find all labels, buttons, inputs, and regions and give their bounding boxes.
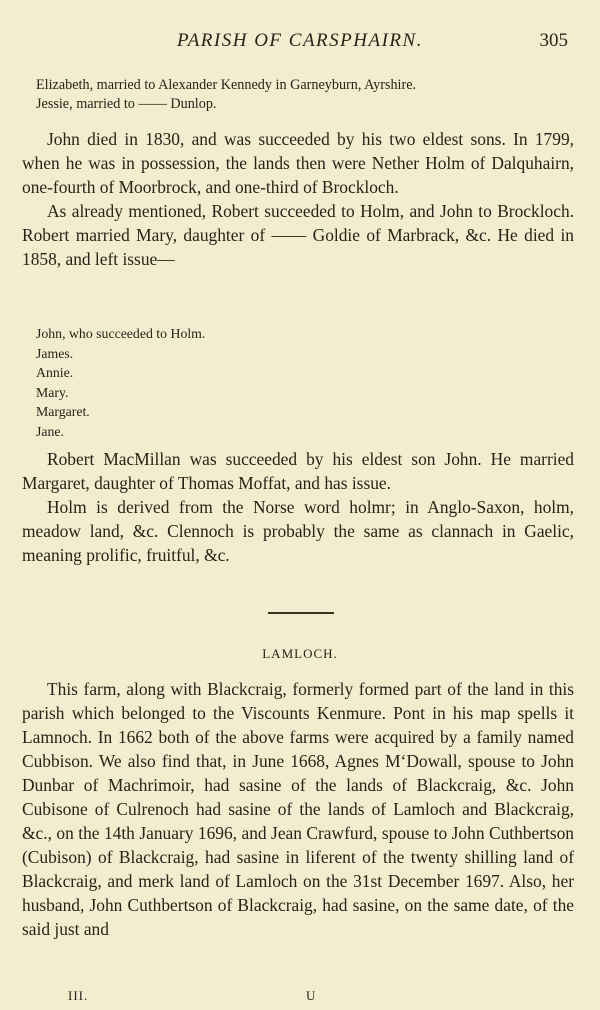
paragraph: This farm, along with Blackcraig, formerly formed part of the land in this parish which belonged to the Viscounts Kenmure. Pont in his map spells it Lamnoch. In 1662 both of the above farms were acquired by a family named Cubbison. We also find that, in June 1668, Agnes M‘Dowall, spouse to John Dunbar of Machrimoir, had sasine of the lands of Blackcraig, &c. John Cubisone of Culrenoch had sasine of the lands of Lamloch and Blackcraig, &c., on the 14th January 1696, and Jean Crawfurd, spouse to John Cuthbertson (Cubison) of Blackcraig, had sasine in liferent of the twenty shilling land of Blackcraig, and merk land of Lamloch on the 31st December 1697. Also, her husband, John Cuthbertson of Blackcraig, had sasine, on the same date, of the said just and — [22, 679, 574, 939]
list-item: James. — [36, 345, 74, 361]
intro-lines — [22, 76, 574, 114]
list-item: Margaret. — [36, 404, 90, 420]
intro-line: Elizabeth, married to Alexander Kennedy in Garneyburn, Ayrshire. — [36, 77, 417, 93]
list-item: Jane. — [36, 423, 64, 439]
paragraph: John died in 1830, and was succeeded by his two eldest sons. In 1799, when he was in possession, the lands then were Nether Holm of Dalquhairn, one-fourth of Moorbrock, and one-third of Brockloch. — [22, 129, 574, 197]
intro-line: Jessie, married to —— Dunlop. — [36, 96, 217, 112]
page-header — [0, 30, 600, 60]
section-heading: LAMLOCH. — [262, 646, 338, 661]
text-block-c — [22, 677, 574, 941]
signature-mark: III. — [68, 988, 89, 1003]
list-item: John, who succeeded to Holm. — [36, 326, 206, 341]
signature-mark: U — [306, 988, 316, 1003]
issue-list — [22, 324, 574, 442]
paragraph: As already mentioned, Robert succeeded to Holm, and John to Brockloch. Robert married Mary, daughter of —— Goldie of Marbrack, &c. He died in 1858, and left issue— — [22, 201, 574, 269]
text-block-a — [22, 127, 574, 271]
page-number: 305 — [539, 30, 568, 51]
list-item: Mary. — [36, 384, 69, 400]
list-item: Annie. — [36, 365, 74, 381]
section-divider — [268, 612, 334, 614]
page-footer — [0, 988, 600, 1008]
running-title: PARISH OF CARSPHAIRN. — [177, 30, 423, 51]
text-block-b — [22, 447, 574, 567]
paragraph: Holm is derived from the Norse word holmr; in Anglo-Saxon, holm, meadow land, &c. Clennoch is probably the same as clannach in Gaelic, meaning prolific, fruitful, &c. — [22, 497, 574, 565]
paragraph: Robert MacMillan was succeeded by his eldest son John. He married Margaret, daughter of Thomas Moffat, and has issue. — [22, 449, 574, 493]
